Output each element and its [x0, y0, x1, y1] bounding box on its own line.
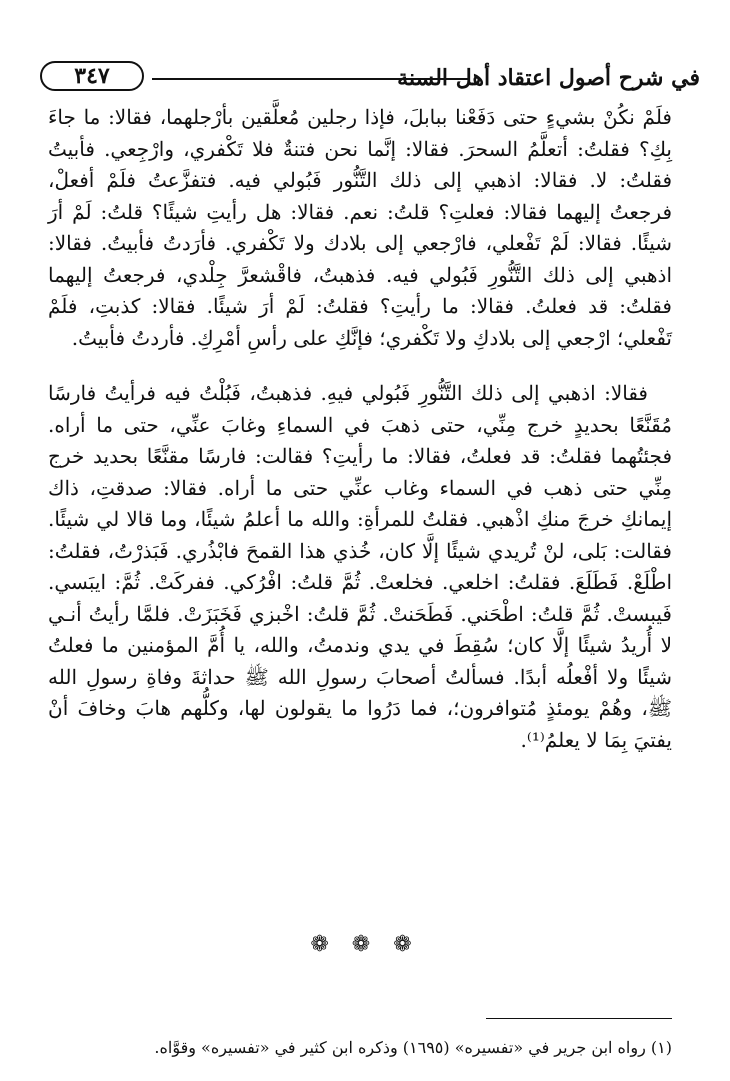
running-title: في شرح أصول اعتقاد أهل السنة	[397, 65, 700, 91]
page-number: ٣٤٧	[40, 61, 144, 91]
section-ornament: ❁ ❁ ❁	[310, 932, 420, 957]
footnote-divider	[486, 1018, 672, 1019]
page-header	[40, 58, 700, 98]
footnote: (١) رواه ابن جرير في «تفسيره» (١٦٩٥) وذكره ابن كثير في «تفسيره» وقوَّاه.	[154, 1038, 672, 1057]
paragraph: فلَمْ نكُنْ بشيءٍ حتى دَفَعْنا ببابلَ، فإذا رجلين مُعلَّقين بأرْجلهما، فقالا: ما جاءَ بِكِ؟ فقلتُ: أتعلَّمُ السحرَ. فقالا: إنَّما نحن فتنةٌ فلا تَكْفري، وارْجِعي. فأبيتُ فقلتُ: لا. فقالا: اذهبي إلى ذلك التَّنُّور فَبُولي فيه. فتفزَّعتُ فلَمْ أفعلْ، فرجعتُ إليهما فقالا: فعلتِ؟ قلتُ: نعم. فقالا: هل رأيتِ شيئًا؟ قلتُ: لَمْ أرَ شيئًا. فقالا: لَمْ تَفْعلي، فارْجعي إلى بلادك ولا تَكْفري. فأرَدتُ فأبيتُ. فقالا: اذهبي إلى ذلك التَّنُّورِ فَبُولي فيه. فذهبتُ، فاقْشعرَّ جِلْدي، فرجعتُ إليهما فقلتُ: قد فعلتُ. فقالا: ما رأيتِ؟ فقلتُ: لَمْ أرَ شيئًا. فقالا: كذبتِ، فلَمْ تَفْعلي؛ ارْجعي إلى بلادكِ ولا تَكْفري؛ فإنَّكِ على رأسِ أمْرِكِ. فأردتُ فأبيتُ.	[48, 105, 672, 350]
main-text	[48, 102, 672, 756]
paragraph: فقالا: اذهبي إلى ذلك التَّنُّورِ فَبُولي فيهِ. فذهبتُ، فَبُلْتُ فيه فرأيتُ فارسًا مُقَنَّعًا بحديدٍ خرج مِنِّي، حتى ذهبَ في السماءِ وغابَ عنِّي، حتى ما أراه. فجئتُهما فقلتُ: قد فعلتُ، فقالا: ما رأيتِ؟ فقالت: فارسًا مقنَّعًا بحديد خرج مِنِّي حتى ذهب في السماء وغاب عنِّي حتى ما أراه. فقالا: صدقتِ، ذاك إيمانكِ خرجَ منكِ اذْهبي. فقلتُ للمرأةِ: والله ما أعلمُ شيئًا، وما قالا لي شيئًا. فقالت: بَلى، لنْ تُريدي شيئًا إلَّا كان، خُذي هذا القمحَ فابْذُري. فَبَذرْتُ، فقلتُ: اطْلَعْ. فَطَلَعَ. فقلتُ: اخلعي. فخلعتْ. ثُمَّ قلتُ: افْرُكي. ففركَتْ. ثُمَّ: ايبَسي. فَيبستْ. ثُمَّ قلتُ: اطْحَني. فَطَحَنتْ. ثُمَّ قلتُ: اخْبزي فَخَبَزَتْ. فلمَّا رأيتُ أنـي لا أُريدُ شيئًا إلَّا كان؛ سُقِطَ في يدي وندمتُ، والله، يا أُمَّ المؤمنين ما فعلتُ شيئًا ولا أفْعلُه أبدًا. فسألتُ أصحابَ رسولِ الله ﷺ حداثةَ وفاةِ رسولِ الله ﷺ، وهُمْ يومئذٍ مُتوافرون؛، فما دَرُوا ما يقولون لها، وكلُّهم هابَ وخافَ أنْ يفتيَ بِمَا لا يعلمُ⁽¹⁾.	[48, 381, 672, 752]
